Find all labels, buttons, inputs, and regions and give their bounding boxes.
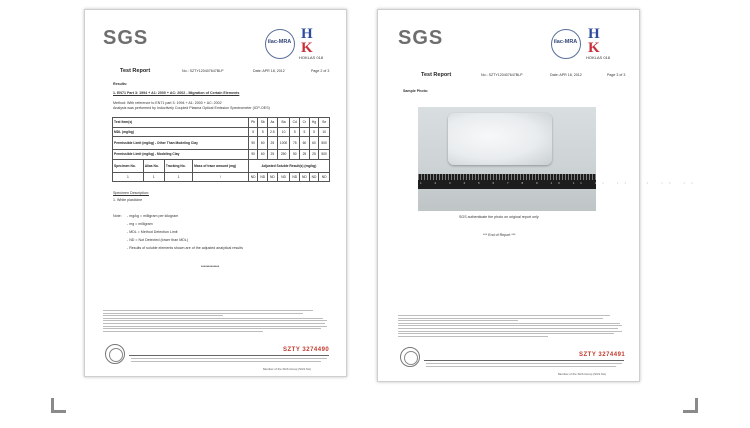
mdl-cell: 2.5 <box>268 127 278 137</box>
mdl-cell: 5 <box>300 127 310 137</box>
test-report-title: Test Report <box>421 72 452 78</box>
element-header: Se <box>319 118 330 128</box>
test-report-title: Test Report <box>120 68 151 74</box>
note-item: - mg = milligram <box>127 222 153 226</box>
table-row <box>113 172 330 182</box>
mdl-cell: 10 <box>319 127 330 137</box>
disclaimer-fine-print <box>398 315 622 338</box>
element-header: Cd <box>290 118 300 128</box>
sample-photo <box>418 107 699 211</box>
report-date: Date: APR 18, 2012 <box>550 73 582 77</box>
note-item: - MDL = Method Detection Limit <box>127 230 178 234</box>
limit-clay-row <box>113 150 330 160</box>
col-specimen: Specimen No. <box>113 159 144 172</box>
limit-clay-cell: 250 <box>277 150 290 160</box>
column-header-row <box>113 159 330 172</box>
limit-clay-cell: 25 <box>300 150 310 160</box>
limit-other-label: Permissible Limit (mg/kg) - Other Than Modeling Clay <box>113 137 249 150</box>
element-header: Cr <box>300 118 310 128</box>
footer-divider <box>424 360 624 361</box>
result-cell: ND <box>309 172 319 182</box>
photo-caption: SGS authenticate the photo on original report only <box>459 215 539 219</box>
end-of-report: *** End of Report *** <box>483 233 516 237</box>
limit-other-cell: 75 <box>290 137 300 150</box>
hokla-accreditation-logo <box>301 26 325 60</box>
element-header: Hg <box>309 118 319 128</box>
col-result: Adjusted Soluble Result(s) (mg/kg) <box>248 159 329 172</box>
result-cell: ND <box>268 172 278 182</box>
corner-bracket-left-icon <box>51 398 66 413</box>
report-page-3 <box>377 9 699 382</box>
limit-other-cell: 90 <box>248 137 258 150</box>
section-heading: 1. EN71 Part 3: 1994 + A1: 2000 + AC: 2002 - Migration of Certain Elements <box>113 91 240 95</box>
note-label: Note: <box>113 214 122 218</box>
limit-other-cell: 60 <box>258 137 268 150</box>
limit-clay-cell: 500 <box>319 150 330 160</box>
mdl-cell: 5 <box>258 127 268 137</box>
serial-number: SZTY 3274491 <box>579 352 626 358</box>
mdl-label: MDL (mg/kg) <box>113 127 249 137</box>
note-item: - Results of soluble elements shown are of the adjusted analytical results <box>127 246 243 250</box>
note-item: - ND = Not Detected (lower than MDL) <box>127 238 189 242</box>
limit-other-cell: 60 <box>300 137 310 150</box>
limit-clay-cell: 25 <box>268 150 278 160</box>
report-date: Date: APR 18, 2012 <box>253 69 285 73</box>
hk-k-letter: K <box>588 40 600 56</box>
end-marks: ************* <box>201 265 220 269</box>
method-line-2: Analysis was performed by Inductively Coupled Plasma Optical Emission Spectrometer (ICP-OES) <box>113 106 270 110</box>
report-page-2 <box>84 9 347 377</box>
limit-clay-cell: 25 <box>309 150 319 160</box>
element-header: As <box>268 118 278 128</box>
specimen-description-label: Specimen Description: <box>113 191 149 195</box>
element-header: Ba <box>277 118 290 128</box>
ilac-mra-logo <box>265 29 295 59</box>
sample-photo-label: Sample Photo: <box>403 89 429 93</box>
sgs-member-text: Member of the SGS Group (SGS SA) <box>263 367 311 371</box>
mass-cell: / <box>193 172 249 182</box>
method-line-1: Method: With reference to EN71 part 3: 1994 + A1: 2000 + AC: 2002 <box>113 101 222 105</box>
page-number: Page 2 of 3 <box>311 69 330 73</box>
result-cell: ND <box>248 172 258 182</box>
specimen-cell: 1 <box>113 172 144 182</box>
footer-address <box>426 363 622 368</box>
limit-clay-cell: 60 <box>258 150 268 160</box>
tracking-cell: 1 <box>164 172 192 182</box>
result-cell: ND <box>277 172 290 182</box>
sgs-logo: SGS <box>103 27 149 49</box>
limit-clay-cell: 90 <box>248 150 258 160</box>
serial-number: SZTY 3274490 <box>283 347 330 353</box>
hokla-number: HOKLAS 018 <box>299 55 324 60</box>
col-alias: Alias No. <box>143 159 164 172</box>
page-number: Page 3 of 3 <box>607 73 626 77</box>
ilac-mra-logo <box>551 29 581 59</box>
element-header: Sb <box>258 118 268 128</box>
hk-h-letter: H <box>588 26 600 42</box>
ilac-mra-text: ilac-MRA <box>267 39 292 45</box>
limit-other-cell: 500 <box>319 137 330 150</box>
limit-other-cell: 1000 <box>277 137 290 150</box>
alias-cell: 1 <box>143 172 164 182</box>
sgs-seal-icon <box>400 347 420 367</box>
report-number: No.: SZTY120407647BLP <box>481 73 523 77</box>
hk-k-letter: K <box>301 40 313 56</box>
result-cell: ND <box>290 172 300 182</box>
plasticine-bag-image <box>448 113 552 165</box>
element-header: Pb <box>248 118 258 128</box>
footer-divider <box>129 355 329 356</box>
ilac-mra-text: ilac-MRA <box>553 39 578 45</box>
table-header-label: Test Item(s) <box>113 118 249 128</box>
report-number: No.: SZTY120407647BLP <box>182 69 224 73</box>
hk-h-letter: H <box>301 26 313 42</box>
mdl-cell: 10 <box>277 127 290 137</box>
note-item: - mg/kg = milligram per kilogram <box>127 214 179 218</box>
sgs-member-text: Member of the SGS Group (SGS SA) <box>558 372 606 376</box>
mdl-cell: 5 <box>309 127 319 137</box>
result-cell: ND <box>258 172 268 182</box>
table-header-row <box>113 118 330 128</box>
col-tracking: Tracking No. <box>164 159 192 172</box>
sgs-logo: SGS <box>398 27 444 49</box>
results-label: Results: <box>113 82 128 86</box>
hokla-number: HOKLAS 018 <box>586 55 611 60</box>
limit-other-cell: 60 <box>309 137 319 150</box>
mdl-cell: 5 <box>248 127 258 137</box>
limit-clay-label: Permissible Limit (mg/kg) - Modeling Clay <box>113 150 249 160</box>
footer-address <box>131 358 327 363</box>
ruler-image: 1 2 3 4 5 6 7 8 9 10 11 12 13 14 15 16 <box>418 174 596 189</box>
corner-bracket-right-icon <box>683 398 698 413</box>
limit-other-cell: 25 <box>268 137 278 150</box>
disclaimer-fine-print <box>103 310 329 333</box>
results-table <box>112 117 330 182</box>
limit-clay-cell: 50 <box>290 150 300 160</box>
limit-other-row <box>113 137 330 150</box>
col-mass: Mass of trace amount (mg) <box>193 159 249 172</box>
mdl-row <box>113 127 330 137</box>
hokla-accreditation-logo <box>588 26 612 60</box>
mdl-cell: 5 <box>290 127 300 137</box>
specimen-description: 1. White plasticine <box>113 198 143 202</box>
sgs-seal-icon <box>105 344 125 364</box>
result-cell: ND <box>319 172 330 182</box>
result-cell: ND <box>300 172 310 182</box>
